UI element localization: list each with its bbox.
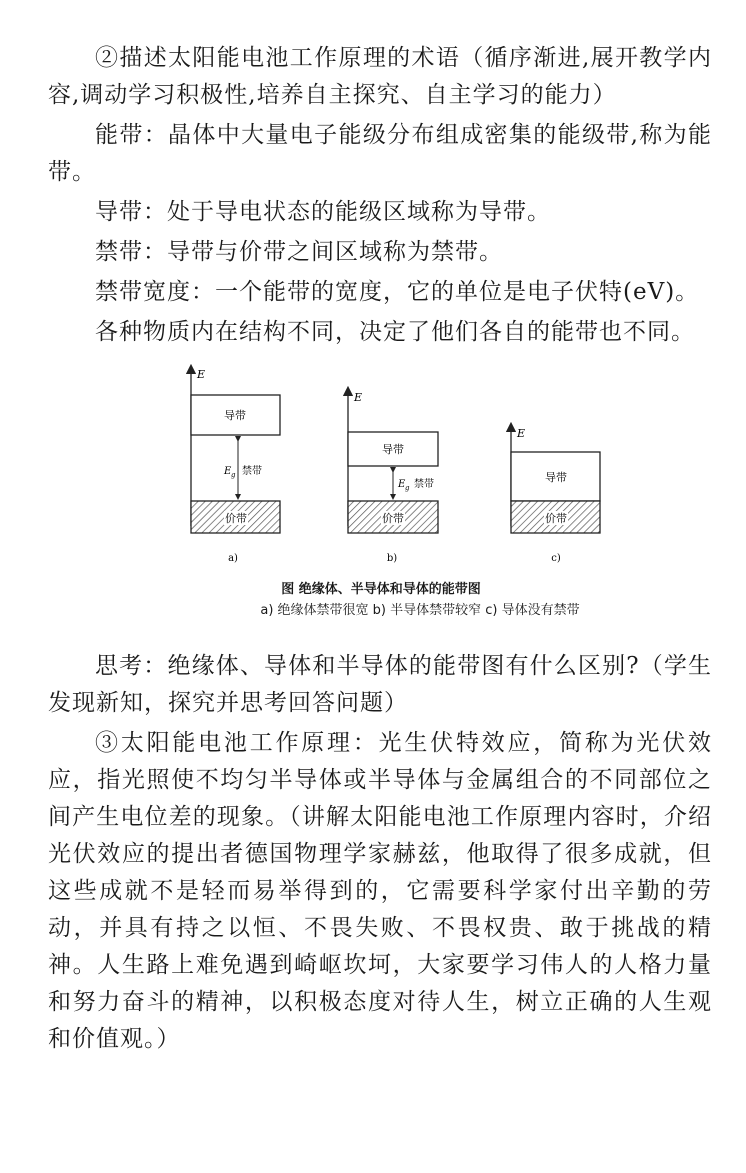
valence-band-label-b: 价带 xyxy=(382,512,404,525)
eg-symbol-a: E xyxy=(224,466,232,477)
paragraph-conduction-band: 导带：处于导电状态的能级区域称为导带。 xyxy=(95,199,551,225)
figure-caption-detail: a) 绝缘体禁带很宽 b) 半导体禁带较窄 c) 导体没有禁带 xyxy=(260,603,580,618)
paragraph-think: 思考：绝缘体、导体和半导体的能带图有什么区别?（学生发现新知，探究并思考回答问题） xyxy=(48,653,712,716)
forbidden-band-label-b: 禁带 xyxy=(414,479,434,490)
figure-caption-title: 图 绝缘体、半导体和导体的能带图 xyxy=(281,582,481,597)
paragraph-materials: 各种物质内在结构不同，决定了他们各自的能带也不同。 xyxy=(95,319,695,345)
conduction-band-label-c: 导带 xyxy=(545,471,567,484)
band-diagram-figure xyxy=(48,361,712,636)
forbidden-band-label-a: 禁带 xyxy=(242,466,262,477)
panel-a-insulator xyxy=(191,368,280,564)
paragraph-principle: ③太阳能电池工作原理：光生伏特效应，简称为光伏效应，指光照使不均匀半导体或半导体与金属组合的不同部位之间产生电位差的现象。（讲解太阳能电池工作原理内容时，介绍光伏效应的提出者德国物理学家赫兹，他取得了很多成就，但这些成就不是轻而易举得到的，它需要科学家付出辛勤的劳动，并具有持之以恒、不畏失败、不畏权贵、敢于挑战的精神。人生路上难免遇到崎岖坎坷，大家要学习伟人的人格力量和努力奋斗的精神，以积极态度对待人生，树立正确的人生观和价值观。） xyxy=(48,730,712,1052)
axis-label-b: E xyxy=(354,391,363,404)
panel-label-c: c) xyxy=(551,553,561,564)
paragraph-forbidden-band: 禁带：导带与价带之间区域称为禁带。 xyxy=(95,239,503,265)
paragraph-intro: ②描述太阳能电池工作原理的术语（循序渐进,展开教学内容,调动学习积极性,培养自主探究、自主学习的能力） xyxy=(48,45,712,108)
conduction-band-label-a: 导带 xyxy=(224,409,246,422)
axis-label-a: E xyxy=(197,368,206,381)
eg-sub-b: g xyxy=(405,484,410,492)
paragraph-band-gap: 禁带宽度：一个能带的宽度，它的单位是电子伏特(eV)。 xyxy=(95,279,700,305)
valence-band-label-c: 价带 xyxy=(545,512,567,525)
paragraph-energy-band: 能带：晶体中大量电子能级分布组成密集的能级带,称为能带。 xyxy=(48,122,712,185)
panel-label-a: a) xyxy=(228,553,238,564)
panel-b-semiconductor xyxy=(348,391,438,564)
eg-sub-a: g xyxy=(231,471,236,479)
band-diagram-svg xyxy=(48,361,712,636)
conduction-band-label-b: 导带 xyxy=(382,443,404,456)
axis-label-c: E xyxy=(517,427,526,440)
document-page xyxy=(48,40,712,1061)
eg-symbol-b: E xyxy=(398,479,406,490)
panel-label-b: b) xyxy=(386,553,398,564)
valence-band-label-a: 价带 xyxy=(225,512,247,525)
panel-c-conductor xyxy=(511,427,600,564)
